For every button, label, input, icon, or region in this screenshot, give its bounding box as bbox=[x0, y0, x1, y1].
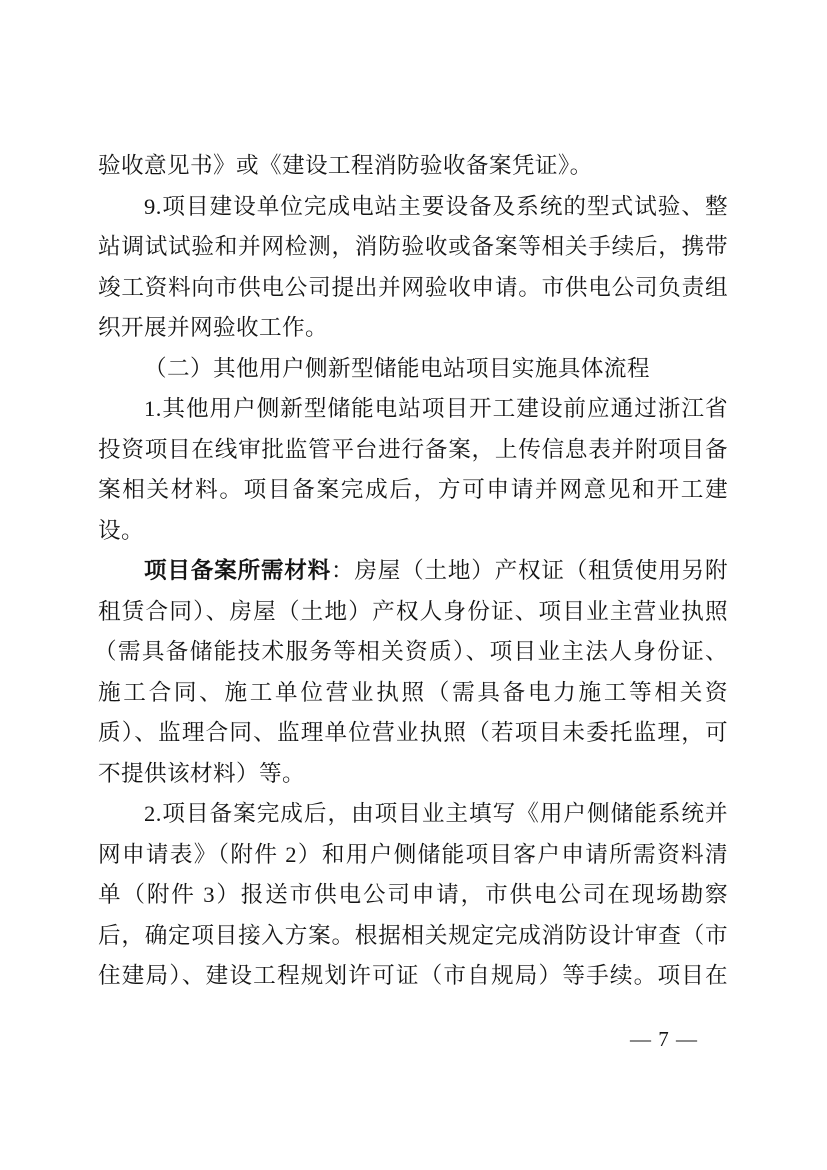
body-line bbox=[98, 389, 728, 430]
body-line-text: 站调试试验和并网检测，消防验收或备案等相关手续后，携带 bbox=[98, 234, 728, 259]
body-line-text: 网申请表》（附件 2）和用户侧储能项目客户申请所需资料清 bbox=[98, 841, 728, 867]
body-line bbox=[98, 673, 728, 714]
body-line-text: 质）、监理合同、监理单位营业执照（若项目未委托监理，可 bbox=[98, 720, 728, 745]
body-line-text: 验收意见书》或《建设工程消防验收备案凭证》。 bbox=[98, 153, 593, 178]
body-line bbox=[98, 146, 728, 187]
body-line-text: 住建局）、建设工程规划许可证（市自规局）等手续。项目在 bbox=[98, 963, 728, 988]
body-line-text: 竣工资料向市供电公司提出并网验收申请。市供电公司负责组 bbox=[98, 274, 728, 300]
body-line-text: 投资项目在线审批监管平台进行备案，上传信息表并附项目备 bbox=[98, 436, 728, 462]
body-line-text: 单（附件 3）报送市供电公司申请，市供电公司在现场勘察 bbox=[98, 882, 728, 907]
body-line bbox=[98, 187, 728, 228]
body-line-text: ：房屋（土地）产权证（租赁使用另附 bbox=[331, 558, 728, 583]
body-line bbox=[98, 835, 728, 876]
body-line bbox=[98, 875, 728, 916]
body-line-text: 租赁合同）、房屋（土地）产权人身份证、项目业主营业执照 bbox=[98, 598, 728, 624]
body-line bbox=[98, 551, 728, 592]
body-line-text: 1.其他用户侧新型储能电站项目开工建设前应通过浙江省 bbox=[144, 396, 728, 421]
section-heading-text: （二）其他用户侧新型储能电站项目实施具体流程 bbox=[144, 355, 650, 381]
body-line bbox=[98, 916, 728, 957]
body-line-text: 案相关材料。项目备案完成后，方可申请并网意见和开工建 bbox=[98, 477, 728, 502]
body-line-text: 织开展并网验收工作。 bbox=[98, 315, 328, 340]
page-number: — 7 — bbox=[630, 1027, 698, 1051]
body-line-text: 施工合同、施工单位营业执照（需具备电力施工等相关资 bbox=[98, 679, 728, 705]
body-line-text: 2.项目备案完成后，由项目业主填写《用户侧储能系统并 bbox=[144, 801, 728, 826]
body-line-text: 9.项目建设单位完成电站主要设备及系统的型式试验、整 bbox=[144, 193, 728, 219]
body-line bbox=[98, 268, 728, 309]
body-line bbox=[98, 592, 728, 633]
section-heading bbox=[98, 349, 728, 390]
body-line bbox=[98, 227, 728, 268]
body-line bbox=[98, 794, 728, 835]
body-line bbox=[98, 754, 728, 795]
body-line bbox=[98, 956, 728, 997]
body-line-text: （需具备储能技术服务等相关资质）、项目业主法人身份证、 bbox=[94, 639, 728, 664]
body-line-text: 不提供该材料）等。 bbox=[98, 760, 305, 786]
body-line bbox=[98, 511, 728, 552]
bold-lead: 项目备案所需材料 bbox=[144, 558, 331, 583]
body-line-text: 设。 bbox=[98, 517, 144, 543]
body-line bbox=[98, 430, 728, 471]
body-line bbox=[98, 713, 728, 754]
body-line bbox=[94, 632, 728, 673]
document-body bbox=[94, 146, 728, 997]
body-line bbox=[98, 470, 728, 511]
body-line-text: 后，确定项目接入方案。根据相关规定完成消防设计审查（市 bbox=[98, 922, 728, 948]
body-line bbox=[98, 308, 728, 349]
